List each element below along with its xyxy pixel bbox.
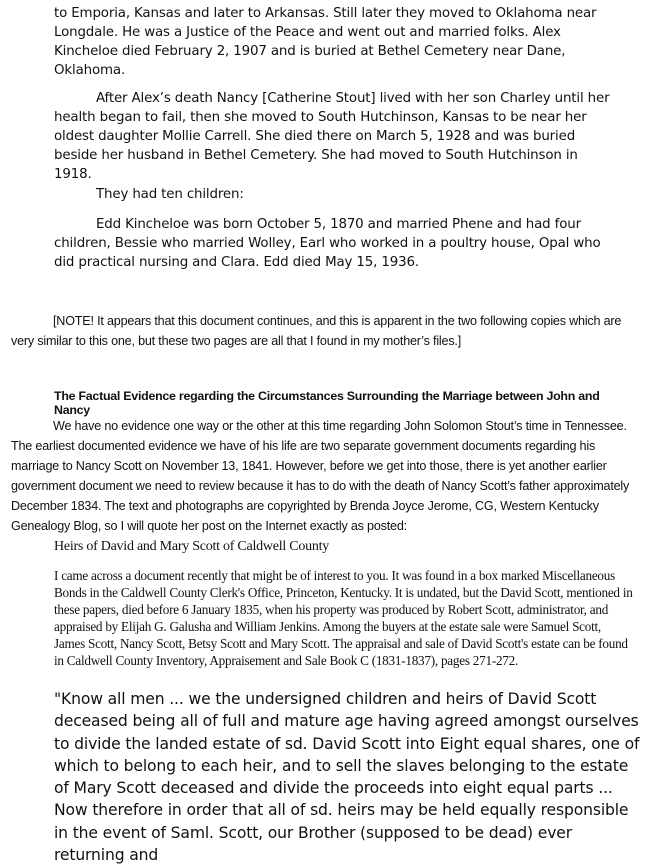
note-paragraph: [NOTE! It appears that this document continues, and this is apparent in the two following copies which are very similar to this one, but these two pages are all that I found in my mother’s files.] — [11, 314, 622, 348]
paragraph-edd-kincheloe: Edd Kincheloe was born October 5, 1870 and married Phene and had four children, Bessie who married Wolley, Earl who worked in a poultry house, Opal who did practical nursing and Clara. Edd died May 15, 1936. — [54, 217, 601, 270]
edd-section — [54, 215, 614, 272]
quoted-document — [54, 688, 644, 866]
paragraph-nancy-death: After Alex’s death Nancy [Catherine Stout] lived with her son Charley until her health began to fail, then she moved to South Hutchinson, Kansas to be near her oldest daughter Mollie Carrell. She died there on March 5, 1928 and was buried beside her husband in Bethel Cemetery. She had moved to South Hutchinson in 1918. — [54, 91, 610, 182]
blog-post-title-block — [54, 538, 634, 555]
blog-post-body: I came across a document recently that might be of interest to you. It was found in a box marked Miscellaneous Bonds in the Caldwell County Clerk's Office, Princeton, Kentucky. It is undated, but the David Scott, mentioned in these papers, died before 6 January 1835, when his property was produced by Robert Scott, administrator, and appraised by Elijah G. Galusha and William Jenkins. Among the buyers at the estate sale were Samuel Scott, James Scott, Nancy Scott, Betsy Scott and Mary Scott. The appraisal and sale of David Scott's estate can be found in Caldwell County Inventory, Appraisement and Sale Book C (1831-1837), pages 271-272. — [54, 568, 633, 668]
note-section — [11, 311, 641, 351]
section-heading: The Factual Evidence regarding the Circumstances Surrounding the Marriage between John and Nancy — [54, 389, 600, 417]
nancy-section — [54, 89, 614, 184]
paragraph-ten-children: They had ten children: — [96, 187, 244, 202]
intro-paragraph: We have no evidence one way or the other at this time regarding John Solomon Stout’s time in Tennessee. The earliest documented evidence we have of his life are two separate government documents regarding his marriage to Nancy Scott on November 13, 1841. However, before we get into those, there is yet another earlier government document we need to review because it has to do with the death of Nancy Scott’s father approximately December 1834. The text and photographs are copyrighted by Brenda Joyce Jerome, CG, Western Kentucky Genealogy Blog, so I will quote her post on the Internet exactly as posted: — [11, 419, 630, 533]
biography-section — [54, 4, 614, 80]
paragraph-alex-kincheloe: to Emporia, Kansas and later to Arkansas. Still later they moved to Oklahoma near Longdale. He was a Justice of the Peace and went out and married folks. Alex Kincheloe died February 2, 1907 and is buried at Bethel Cemetery near Dane, Oklahoma. — [54, 6, 597, 78]
intro-section — [11, 416, 641, 536]
children-intro-section — [54, 185, 614, 204]
blog-post-title: Heirs of David and Mary Scott of Caldwell County — [54, 539, 329, 554]
blog-post-body-block — [54, 567, 634, 669]
quote-paragraph: "Know all men ... we the undersigned children and heirs of David Scott deceased being all of full and mature age having agreed amongst ourselves to divide the landed estate of sd. David Scott into Eight equal shares, one of which to belong to each heir, and to sell the slaves belonging to the estate of Mary Scott deceased and divide the proceeds into eight equal parts ... Now therefore in order that all of sd. heirs may be held equally responsible in the event of Saml. Scott, our Brother (supposed to be dead) ever returning and — [54, 690, 640, 865]
